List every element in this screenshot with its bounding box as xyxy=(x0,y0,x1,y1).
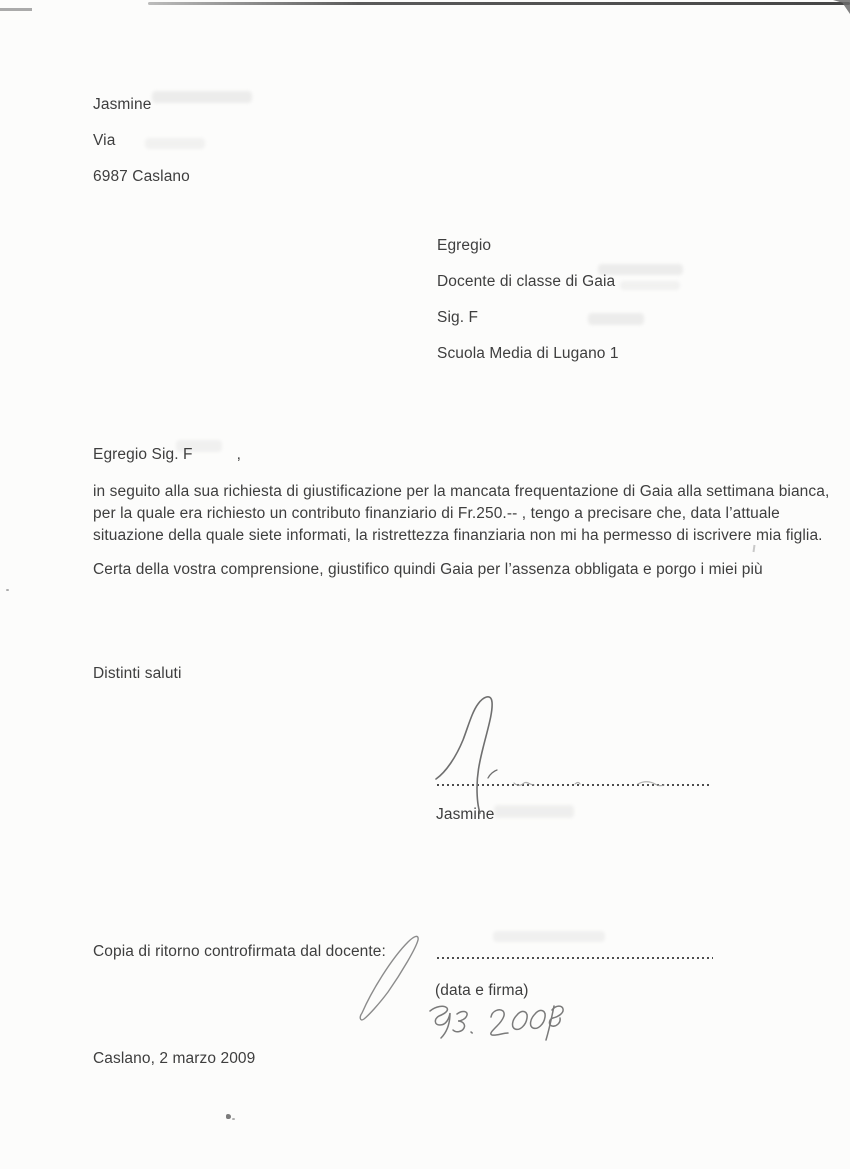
body-line: in seguito alla sua richiesta di giustificazione per la mancata frequentazione di Gaia alla settimana bianca, xyxy=(93,483,830,500)
return-copy-label: Copia di ritorno controfirmata dal docente: xyxy=(93,943,386,960)
place-date-line: Caslano, 2 marzo 2009 xyxy=(93,1050,256,1067)
date-and-signature-caption: (data e firma) xyxy=(435,982,529,999)
sender-street: Via xyxy=(93,132,116,149)
body-line: per la quale era richiesto un contributo finanziario di Fr.250.-- , tengo a precisare che, data l’attuale xyxy=(93,505,780,522)
closing-line: Distinti saluti xyxy=(93,665,182,682)
redaction-smudge xyxy=(493,931,605,942)
scan-edge-dash xyxy=(0,8,32,11)
recipient-line: Egregio xyxy=(437,237,492,254)
sender-city: 6987 Caslano xyxy=(93,168,190,185)
recipient-line: Docente di classe di Gaia xyxy=(437,273,616,290)
handwritten-signature-icon xyxy=(436,697,497,813)
body-paragraph-1 xyxy=(93,481,830,547)
redaction-smudge xyxy=(494,805,574,818)
handwritten-date xyxy=(430,1006,563,1040)
signature-dotted-line xyxy=(437,784,710,786)
recipient-line: Sig. F xyxy=(437,309,479,326)
redaction-smudge xyxy=(620,281,680,290)
recipient-line: Scuola Media di Lugano 1 xyxy=(437,345,619,362)
redaction-smudge xyxy=(588,313,644,325)
scan-speck xyxy=(226,1114,231,1119)
countersign-dotted-line xyxy=(437,957,713,959)
body-paragraph-2: Certa della vostra comprensione, giustifico quindi Gaia per l’assenza obbligata e porgo i miei più xyxy=(93,561,763,578)
scan-speck-left xyxy=(6,589,9,591)
salutation-comma: , xyxy=(236,446,242,463)
salutation xyxy=(93,446,241,464)
sender-name: Jasmine xyxy=(93,96,152,113)
redaction-smudge xyxy=(152,91,252,103)
redaction-smudge xyxy=(145,138,205,149)
salutation-text: Egregio Sig. F xyxy=(93,446,193,463)
scan-edge-line xyxy=(148,2,850,5)
signature-printed-name: Jasmine xyxy=(436,806,495,823)
body-line: situazione della quale siete informati, la ristrettezza finanziaria non mi ha permesso di iscrivere mia figlia. xyxy=(93,527,823,544)
